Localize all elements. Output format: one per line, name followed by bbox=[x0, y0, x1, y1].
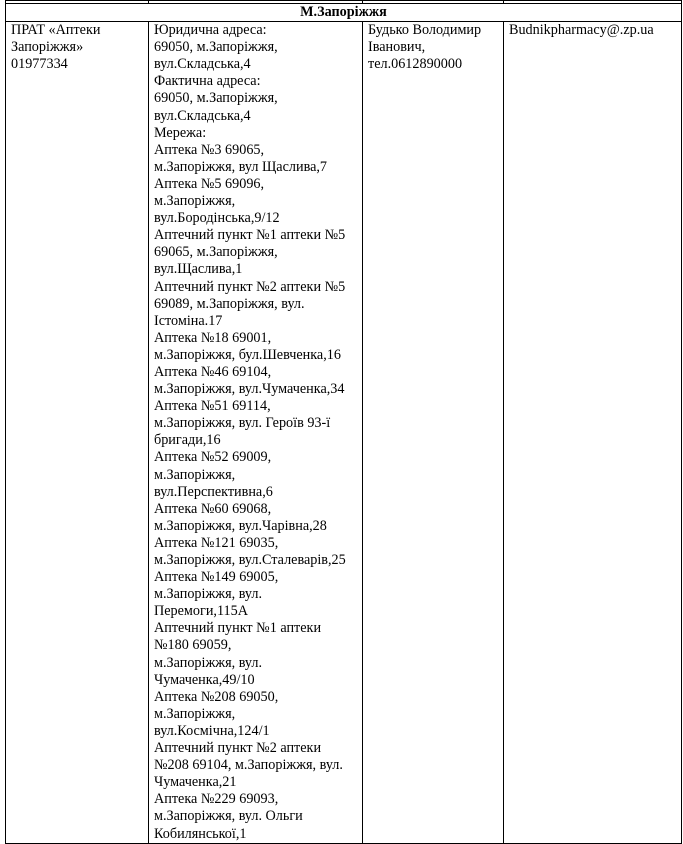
address-line: 69050, м.Запоріжжя, bbox=[154, 39, 278, 56]
address-line: м.Запоріжжя, вул. Ольги bbox=[154, 808, 303, 825]
address-line: м.Запоріжжя, вул.Сталеварів,25 bbox=[154, 552, 346, 568]
address-line: м.Запоріжжя, бул.Шевченка,16 bbox=[154, 346, 341, 363]
company-name-line-2: Запоріжжя» bbox=[11, 39, 84, 56]
address-line: Аптечний пункт №1 аптеки №5 bbox=[154, 227, 346, 244]
address-line: Аптечний пункт №1 аптеки bbox=[154, 620, 322, 637]
address-line: 69089, м.Запоріжжя, вул. bbox=[154, 295, 305, 312]
address-line: Аптека №3 69065, bbox=[154, 141, 265, 158]
contact-phone: тел.0612890000 bbox=[368, 56, 463, 73]
address-line: вул.Космічна,124/1 bbox=[154, 722, 270, 739]
pharmacy-registry-table bbox=[5, 0, 682, 844]
address-line: Аптека №60 69068, bbox=[154, 500, 272, 517]
address-line: Аптечний пункт №2 аптеки №5 bbox=[154, 278, 346, 295]
address-line: Аптека №229 69093, bbox=[154, 791, 279, 808]
address-line: №180 69059, bbox=[154, 637, 232, 654]
region-header-row bbox=[6, 4, 682, 22]
address-line: м.Запоріжжя, bbox=[154, 466, 236, 483]
company-row bbox=[6, 22, 682, 844]
address-line: Аптека №149 69005, bbox=[154, 569, 279, 586]
address-line: Мережа: bbox=[154, 124, 207, 141]
address-line: м.Запоріжжя, bbox=[154, 193, 236, 210]
address-line: бригади,16 bbox=[154, 432, 221, 449]
address-list bbox=[154, 22, 362, 843]
address-line: вул.Складська,4 bbox=[154, 56, 251, 73]
address-line: вул.Щаслива,1 bbox=[154, 261, 243, 278]
address-line: 69050, м.Запоріжжя, bbox=[154, 90, 278, 107]
contact-name-line-2: Іванович, bbox=[368, 39, 426, 56]
address-line: 69065, м.Запоріжжя, bbox=[154, 244, 278, 261]
address-line: Юридична адреса: bbox=[154, 22, 267, 39]
address-line: м.Запоріжжя, вул. bbox=[154, 654, 262, 671]
address-line: м.Запоріжжя, вул.Чарівна,28 bbox=[154, 517, 327, 534]
contact-cell bbox=[363, 22, 504, 844]
company-code: 01977334 bbox=[11, 56, 68, 73]
address-line: Аптека №18 69001, bbox=[154, 329, 272, 346]
address-line: Аптека №52 69009, bbox=[154, 449, 272, 466]
address-line: Аптека №5 69096, bbox=[154, 175, 265, 192]
address-line: м.Запоріжжя, вул. bbox=[154, 586, 262, 603]
address-line: м.Запоріжжя, bbox=[154, 705, 236, 722]
address-line: м.Запоріжжя, вул Щаслива,7 bbox=[154, 158, 328, 175]
email-address: Budnikpharmacy@.zp.ua bbox=[509, 22, 654, 39]
addresses-cell bbox=[149, 22, 363, 844]
company-name-line-1: ПРАТ «Аптеки bbox=[11, 22, 101, 39]
address-line: Чумаченка,21 bbox=[154, 774, 237, 791]
contact-name-line-1: Будько Володимир bbox=[368, 22, 482, 39]
address-line: Аптека №121 69035, bbox=[154, 534, 279, 551]
company-cell bbox=[6, 22, 149, 844]
address-line: вул.Бородінська,9/12 bbox=[154, 210, 280, 227]
address-line: м.Запоріжжя, вул. Героїв 93-ї bbox=[154, 415, 331, 432]
address-line: Фактична адреса: bbox=[154, 73, 261, 90]
address-line: Істоміна.17 bbox=[154, 312, 223, 329]
address-line: №208 69104, м.Запоріжжя, вул. bbox=[154, 757, 343, 774]
email-cell bbox=[504, 22, 682, 844]
address-line: Аптека №46 69104, bbox=[154, 363, 272, 380]
address-line: Аптечний пункт №2 аптеки bbox=[154, 740, 322, 757]
address-line: Перемоги,115А bbox=[154, 603, 248, 620]
address-line: м.Запоріжжя, вул.Чумаченка,34 bbox=[154, 381, 345, 398]
address-line: Чумаченка,49/10 bbox=[154, 671, 255, 688]
address-line: Кобилянської,1 bbox=[154, 825, 247, 842]
address-line: Аптека №51 69114, bbox=[154, 398, 271, 415]
address-line: вул.Складська,4 bbox=[154, 107, 251, 124]
address-line: Аптека №208 69050, bbox=[154, 688, 279, 705]
address-line: вул.Перспективна,6 bbox=[154, 483, 273, 500]
region-title: М.Запоріжжя bbox=[6, 4, 682, 22]
